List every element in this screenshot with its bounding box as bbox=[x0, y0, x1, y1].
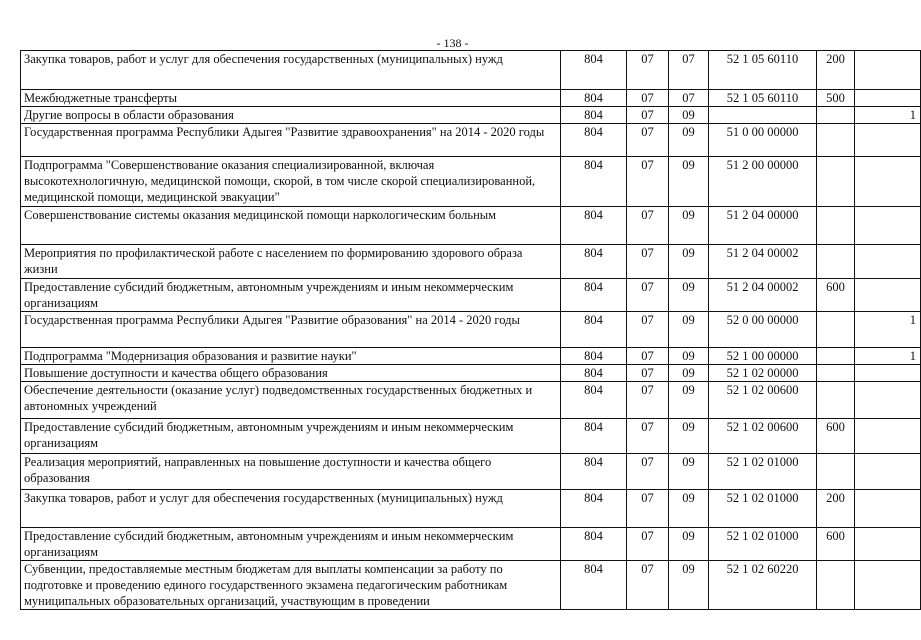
row-vr bbox=[817, 382, 855, 419]
row-name: Предоставление субсидий бюджетным, автономным учреждениям и иным некоммерческим организациям bbox=[21, 279, 561, 312]
row-ved: 804 bbox=[561, 279, 627, 312]
row-rz: 07 bbox=[627, 245, 669, 279]
row-ved: 804 bbox=[561, 561, 627, 610]
table-row bbox=[21, 90, 921, 107]
row-csr: 52 1 02 00000 bbox=[709, 365, 817, 382]
row-rz: 07 bbox=[627, 107, 669, 124]
row-csr: 52 1 02 00600 bbox=[709, 382, 817, 419]
budget-table-body bbox=[21, 51, 921, 610]
table-row bbox=[21, 454, 921, 490]
row-amount bbox=[855, 51, 921, 90]
row-ved: 804 bbox=[561, 157, 627, 207]
row-csr bbox=[709, 107, 817, 124]
row-csr: 51 2 04 00000 bbox=[709, 207, 817, 245]
row-name: Подпрограмма "Модернизация образования и развитие науки" bbox=[21, 348, 561, 365]
row-amount bbox=[855, 90, 921, 107]
row-csr: 52 1 05 60110 bbox=[709, 90, 817, 107]
row-rz: 07 bbox=[627, 207, 669, 245]
row-ved: 804 bbox=[561, 528, 627, 561]
row-rz: 07 bbox=[627, 382, 669, 419]
row-rz: 07 bbox=[627, 490, 669, 528]
row-ved: 804 bbox=[561, 245, 627, 279]
row-name: Государственная программа Республики Адыгея "Развитие образования" на 2014 - 2020 годы bbox=[21, 312, 561, 348]
row-csr: 52 1 02 01000 bbox=[709, 490, 817, 528]
page-number: - 138 - bbox=[436, 36, 469, 50]
row-amount: 1 bbox=[855, 348, 921, 365]
row-vr bbox=[817, 454, 855, 490]
row-pr: 09 bbox=[669, 348, 709, 365]
row-pr: 09 bbox=[669, 312, 709, 348]
row-ved: 804 bbox=[561, 107, 627, 124]
row-name: Подпрограмма "Совершенствование оказания специализированной, включая высокотехнологичную, медицинской помощи, скорой, в том числе скорой специализированной, медицинской помощи, медицинской эвакуации" bbox=[21, 157, 561, 207]
table-row bbox=[21, 561, 921, 610]
row-rz: 07 bbox=[627, 279, 669, 312]
table-row bbox=[21, 365, 921, 382]
row-rz: 07 bbox=[627, 561, 669, 610]
table-row bbox=[21, 490, 921, 528]
row-pr: 09 bbox=[669, 124, 709, 157]
row-pr: 09 bbox=[669, 279, 709, 312]
table-row bbox=[21, 279, 921, 312]
table-row bbox=[21, 51, 921, 90]
row-pr: 09 bbox=[669, 528, 709, 561]
row-amount bbox=[855, 124, 921, 157]
row-vr: 500 bbox=[817, 90, 855, 107]
row-csr: 51 2 00 00000 bbox=[709, 157, 817, 207]
row-pr: 09 bbox=[669, 365, 709, 382]
row-amount bbox=[855, 454, 921, 490]
row-amount: 1 bbox=[855, 107, 921, 124]
table-row bbox=[21, 382, 921, 419]
row-pr: 09 bbox=[669, 454, 709, 490]
row-csr: 52 1 00 00000 bbox=[709, 348, 817, 365]
row-rz: 07 bbox=[627, 51, 669, 90]
row-vr bbox=[817, 561, 855, 610]
row-name: Повышение доступности и качества общего образования bbox=[21, 365, 561, 382]
row-amount bbox=[855, 490, 921, 528]
row-name: Субвенции, предоставляемые местным бюджетам для выплаты компенсации за работу по подготовке и проведению единого государственного экзамена педагогическим работникам муниципальных образовательных организаций, участвующим в проведении bbox=[21, 561, 561, 610]
row-ved: 804 bbox=[561, 124, 627, 157]
row-vr bbox=[817, 245, 855, 279]
row-name: Совершенствование системы оказания медицинской помощи наркологическим больным bbox=[21, 207, 561, 245]
row-rz: 07 bbox=[627, 528, 669, 561]
row-amount bbox=[855, 279, 921, 312]
row-name: Межбюджетные трансферты bbox=[21, 90, 561, 107]
table-row bbox=[21, 419, 921, 454]
row-vr bbox=[817, 124, 855, 157]
row-vr bbox=[817, 348, 855, 365]
row-vr: 600 bbox=[817, 419, 855, 454]
row-vr: 200 bbox=[817, 51, 855, 90]
row-name: Государственная программа Республики Адыгея "Развитие здравоохранения" на 2014 - 2020 годы bbox=[21, 124, 561, 157]
row-name: Мероприятия по профилактической работе с населением по формированию здорового образа жизни bbox=[21, 245, 561, 279]
row-pr: 09 bbox=[669, 107, 709, 124]
row-pr: 07 bbox=[669, 51, 709, 90]
row-rz: 07 bbox=[627, 365, 669, 382]
row-amount bbox=[855, 207, 921, 245]
row-rz: 07 bbox=[627, 419, 669, 454]
row-pr: 09 bbox=[669, 207, 709, 245]
row-ved: 804 bbox=[561, 90, 627, 107]
row-amount bbox=[855, 365, 921, 382]
row-ved: 804 bbox=[561, 312, 627, 348]
row-pr: 09 bbox=[669, 561, 709, 610]
table-row bbox=[21, 312, 921, 348]
table-row bbox=[21, 107, 921, 124]
row-csr: 52 0 00 00000 bbox=[709, 312, 817, 348]
row-ved: 804 bbox=[561, 454, 627, 490]
row-name: Закупка товаров, работ и услуг для обеспечения государственных (муниципальных) нужд bbox=[21, 490, 561, 528]
row-rz: 07 bbox=[627, 124, 669, 157]
row-ved: 804 bbox=[561, 207, 627, 245]
row-vr bbox=[817, 312, 855, 348]
row-name: Обеспечение деятельности (оказание услуг) подведомственных государственных бюджетных и автономных учреждений bbox=[21, 382, 561, 419]
table-row bbox=[21, 245, 921, 279]
row-name: Другие вопросы в области образования bbox=[21, 107, 561, 124]
row-ved: 804 bbox=[561, 382, 627, 419]
row-rz: 07 bbox=[627, 454, 669, 490]
row-name: Закупка товаров, работ и услуг для обеспечения государственных (муниципальных) нужд bbox=[21, 51, 561, 90]
table-row bbox=[21, 124, 921, 157]
row-amount bbox=[855, 382, 921, 419]
table-row bbox=[21, 528, 921, 561]
row-name: Предоставление субсидий бюджетным, автономным учреждениям и иным некоммерческим организациям bbox=[21, 419, 561, 454]
budget-table bbox=[20, 50, 921, 610]
row-pr: 09 bbox=[669, 419, 709, 454]
row-amount bbox=[855, 528, 921, 561]
table-row bbox=[21, 157, 921, 207]
row-pr: 09 bbox=[669, 245, 709, 279]
row-rz: 07 bbox=[627, 348, 669, 365]
row-vr bbox=[817, 157, 855, 207]
table-row bbox=[21, 348, 921, 365]
row-name: Предоставление субсидий бюджетным, автономным учреждениям и иным некоммерческим организациям bbox=[21, 528, 561, 561]
row-ved: 804 bbox=[561, 348, 627, 365]
row-amount: 1 bbox=[855, 312, 921, 348]
row-amount bbox=[855, 419, 921, 454]
row-vr bbox=[817, 107, 855, 124]
row-csr: 52 1 02 01000 bbox=[709, 528, 817, 561]
row-rz: 07 bbox=[627, 312, 669, 348]
row-amount bbox=[855, 245, 921, 279]
row-pr: 07 bbox=[669, 90, 709, 107]
row-csr: 52 1 02 00600 bbox=[709, 419, 817, 454]
row-pr: 09 bbox=[669, 157, 709, 207]
row-vr: 600 bbox=[817, 279, 855, 312]
row-vr bbox=[817, 365, 855, 382]
row-csr: 52 1 02 60220 bbox=[709, 561, 817, 610]
row-amount bbox=[855, 561, 921, 610]
row-ved: 804 bbox=[561, 419, 627, 454]
row-rz: 07 bbox=[627, 90, 669, 107]
row-vr: 600 bbox=[817, 528, 855, 561]
row-csr: 52 1 05 60110 bbox=[709, 51, 817, 90]
row-ved: 804 bbox=[561, 51, 627, 90]
row-csr: 51 0 00 00000 bbox=[709, 124, 817, 157]
row-name: Реализация мероприятий, направленных на повышение доступности и качества общего образования bbox=[21, 454, 561, 490]
row-rz: 07 bbox=[627, 157, 669, 207]
row-pr: 09 bbox=[669, 490, 709, 528]
row-amount bbox=[855, 157, 921, 207]
row-csr: 52 1 02 01000 bbox=[709, 454, 817, 490]
row-vr: 200 bbox=[817, 490, 855, 528]
table-row bbox=[21, 207, 921, 245]
row-ved: 804 bbox=[561, 365, 627, 382]
row-vr bbox=[817, 207, 855, 245]
row-ved: 804 bbox=[561, 490, 627, 528]
row-csr: 51 2 04 00002 bbox=[709, 279, 817, 312]
row-csr: 51 2 04 00002 bbox=[709, 245, 817, 279]
row-pr: 09 bbox=[669, 382, 709, 419]
